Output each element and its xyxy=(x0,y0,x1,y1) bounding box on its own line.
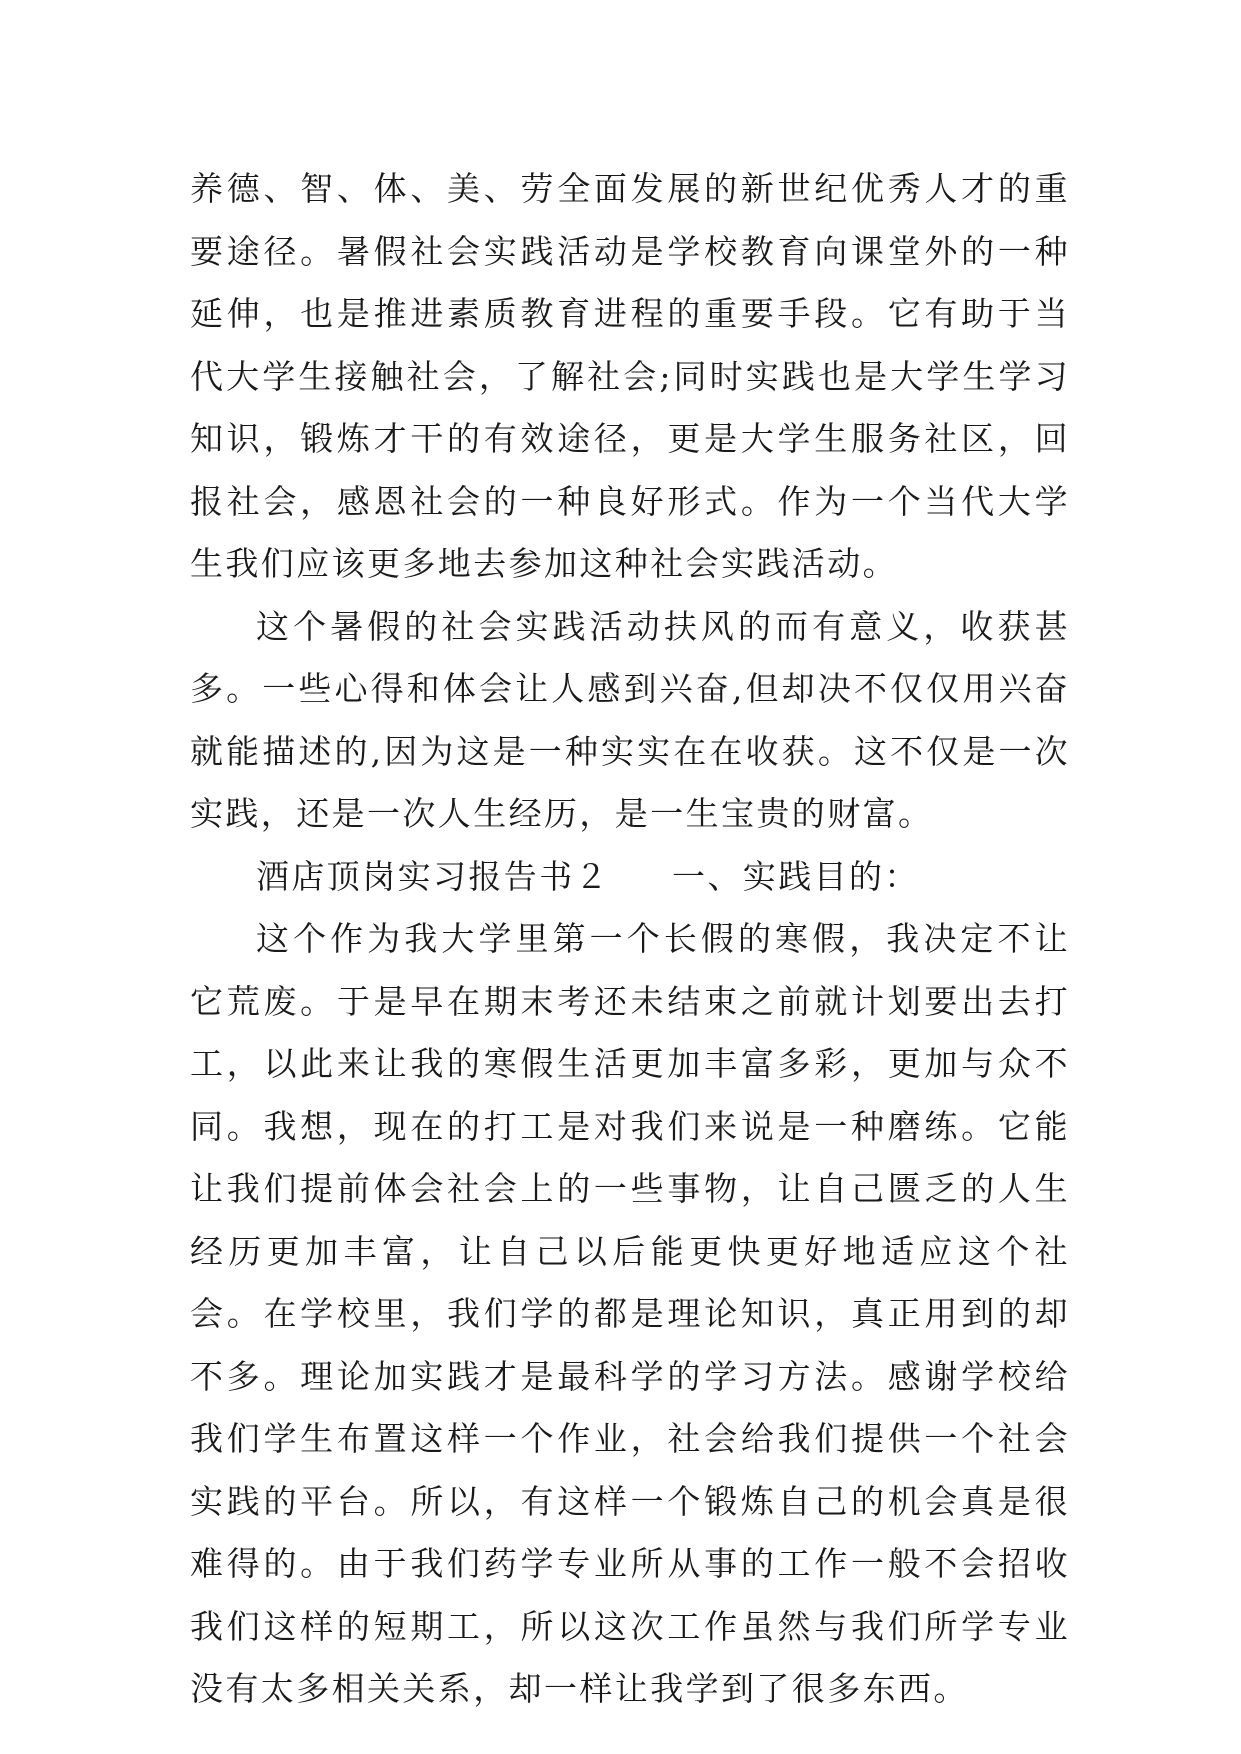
paragraph-3: 这个作为我大学里第一个长假的寒假，我决定不让它荒废。于是早在期末考还未结束之前就计划要出去打工，以此来让我的寒假生活更加丰富多彩，更加与众不同。我想，现在的打工是对我们来说是一种磨练。它能让我们提前体会社会上的一些事物，让自己匮乏的人生经历更加丰富，让自己以后能更快更好地适应这个社会。在学校里，我们学的都是理论知识，真正用到的却不多。理论加实践才是最科学的学习方法。感谢学校给我们学生布置这样一个作业，社会给我们提供一个社会实践的平台。所以，有这样一个锻炼自己的机会真是很难得的。由于我们药学专业所从事的工作一般不会招收我们这样的短期工，所以这次工作虽然与我们所学专业没有太多相关关系，却一样让我学到了很多东西。 xyxy=(190,919,1070,1708)
report-title: 酒店顶岗实习报告书２ xyxy=(256,856,610,896)
paragraph-2: 这个暑假的社会实践活动扶风的而有意义，收获甚多。一些心得和体会让人感到兴奋,但却决不仅仅用兴奋就能描述的,因为这是一种实实在在收获。这不仅是一次实践，还是一次人生经历，是一生宝贵的财富。 xyxy=(190,606,1070,833)
paragraph-1: 养德、智、体、美、劳全面发展的新世纪优秀人才的重要途径。暑假社会实践活动是学校教育向课堂外的一种延伸，也是推进素质教育进程的重要手段。它有助于当代大学生接触社会，了解社会;同时实践也是大学生学习知识，锻炼才干的有效途径，更是大学生服务社区，回报社会，感恩社会的一种良好形式。作为一个当代大学生我们应该更多地去参加这种社会实践活动。 xyxy=(190,169,1070,583)
document-body xyxy=(190,158,1070,1721)
section-subtitle: 一、实践目的： xyxy=(672,856,920,896)
section-heading xyxy=(190,846,1070,909)
